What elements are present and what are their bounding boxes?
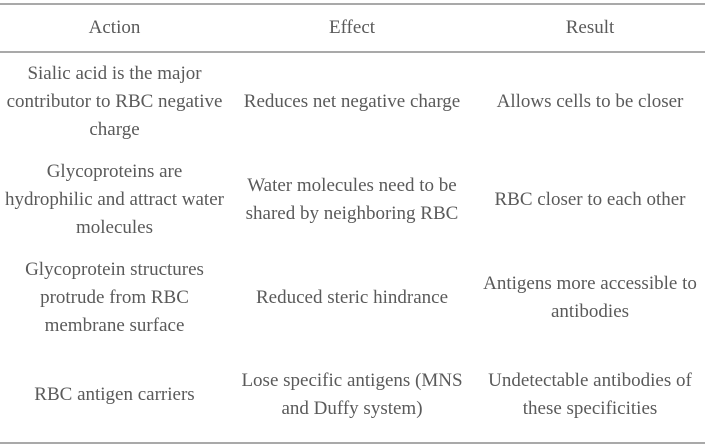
cell-result: RBC closer to each other (494, 189, 686, 210)
cell-effect: Reduced steric hindrance (255, 287, 449, 308)
table-row (0, 249, 705, 347)
header-result: Result (565, 17, 615, 38)
data-table (0, 3, 705, 444)
table-row (0, 52, 705, 151)
cell-result: Antigens more accessible to antibodies (483, 273, 697, 322)
table-body (0, 52, 705, 443)
cell-action: Glycoproteins are hydrophilic and attract water molecules (5, 161, 224, 238)
cell-action: Glycoprotein structures protrude from RBC membrane surface (25, 259, 204, 336)
table-row (0, 347, 705, 443)
header-action: Action (88, 17, 141, 38)
cell-effect: Water molecules need to be shared by neighboring RBC (245, 175, 459, 224)
table-header (0, 4, 705, 52)
cell-effect: Lose specific antigens (MNS and Duffy system) (241, 369, 463, 419)
cell-effect: Reduces net negative charge (243, 91, 461, 112)
cell-action: Sialic acid is the major contributor to RBC negative charge (6, 63, 223, 140)
table-row (0, 151, 705, 249)
cell-result: Undetectable antibodies of these specificities (488, 369, 692, 419)
cell-action: RBC antigen carriers (34, 383, 195, 405)
cell-result: Allows cells to be closer (496, 91, 684, 112)
header-row (0, 4, 705, 52)
header-effect: Effect (328, 17, 376, 38)
